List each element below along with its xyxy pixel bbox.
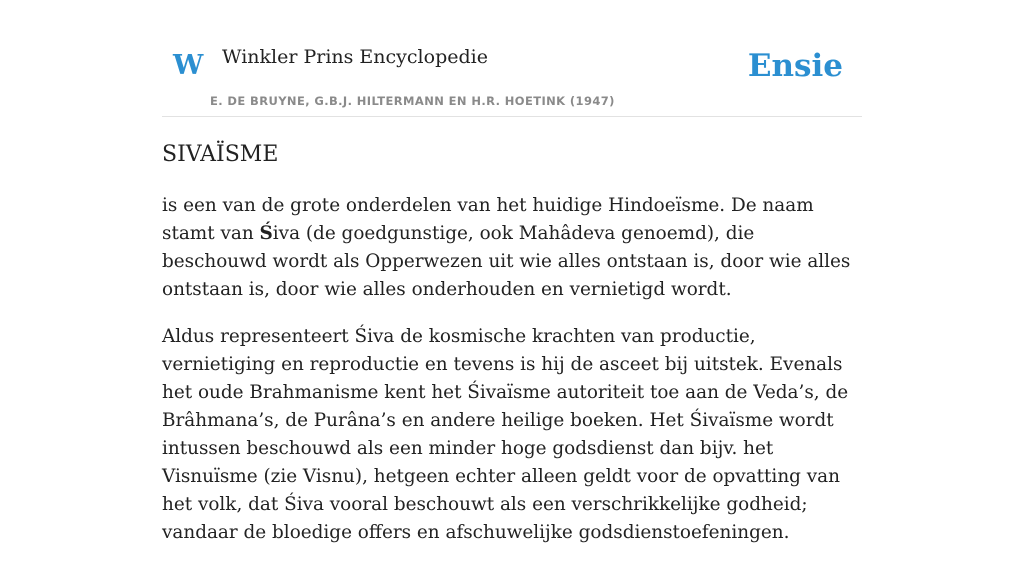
site-logo[interactable]: W [173, 50, 204, 81]
encyclopedia-title: Winkler Prins Encyclopedie [222, 46, 488, 68]
page [162, 0, 862, 543]
brand-logo[interactable]: Ensie [747, 48, 843, 84]
site-header [162, 0, 862, 117]
bold-initial: Ś [259, 223, 273, 244]
article-headword: SIVAÏSME [162, 142, 279, 167]
paragraph-1-start: is een van de grote onderdelen van het huidige Hindoeïsme. De naam stamt van [162, 195, 814, 244]
authors-line: E. DE BRUYNE, G.B.J. HILTERMANN EN H.R. HOETINK (1947) [210, 94, 615, 108]
paragraph-1-rest: iva (de goedgunstige, ook Mahâdeva genoemd), die beschouwd wordt als Opperwezen uit wie alles ontstaan is, door wie alles ontstaan is, door wie alles onderhouden en vernietigd wordt. [162, 223, 851, 300]
article-paragraph-1 [162, 192, 862, 304]
article-body [162, 192, 862, 566]
article-paragraph-2: Aldus representeert Śiva de kosmische krachten van productie, vernietiging en reproductie en tevens is hij de asceet bij uitstek. Evenals het oude Brahmanisme kent het Śivaïsme autoriteit toe aan de Veda’s, de Brâhmana’s, de Purâna’s en andere heilige boeken. Het Śivaïsme wordt intussen beschouwd als een minder hoge godsdienst dan bijv. het Visnuïsme (zie Visnu), hetgeen echter alleen geldt voor de opvatting van het volk, dat Śiva vooral beschouwt als een verschrikkelijke godheid; vandaar de bloedige offers en afschuwelijke godsdienstoefeningen. [162, 326, 849, 543]
